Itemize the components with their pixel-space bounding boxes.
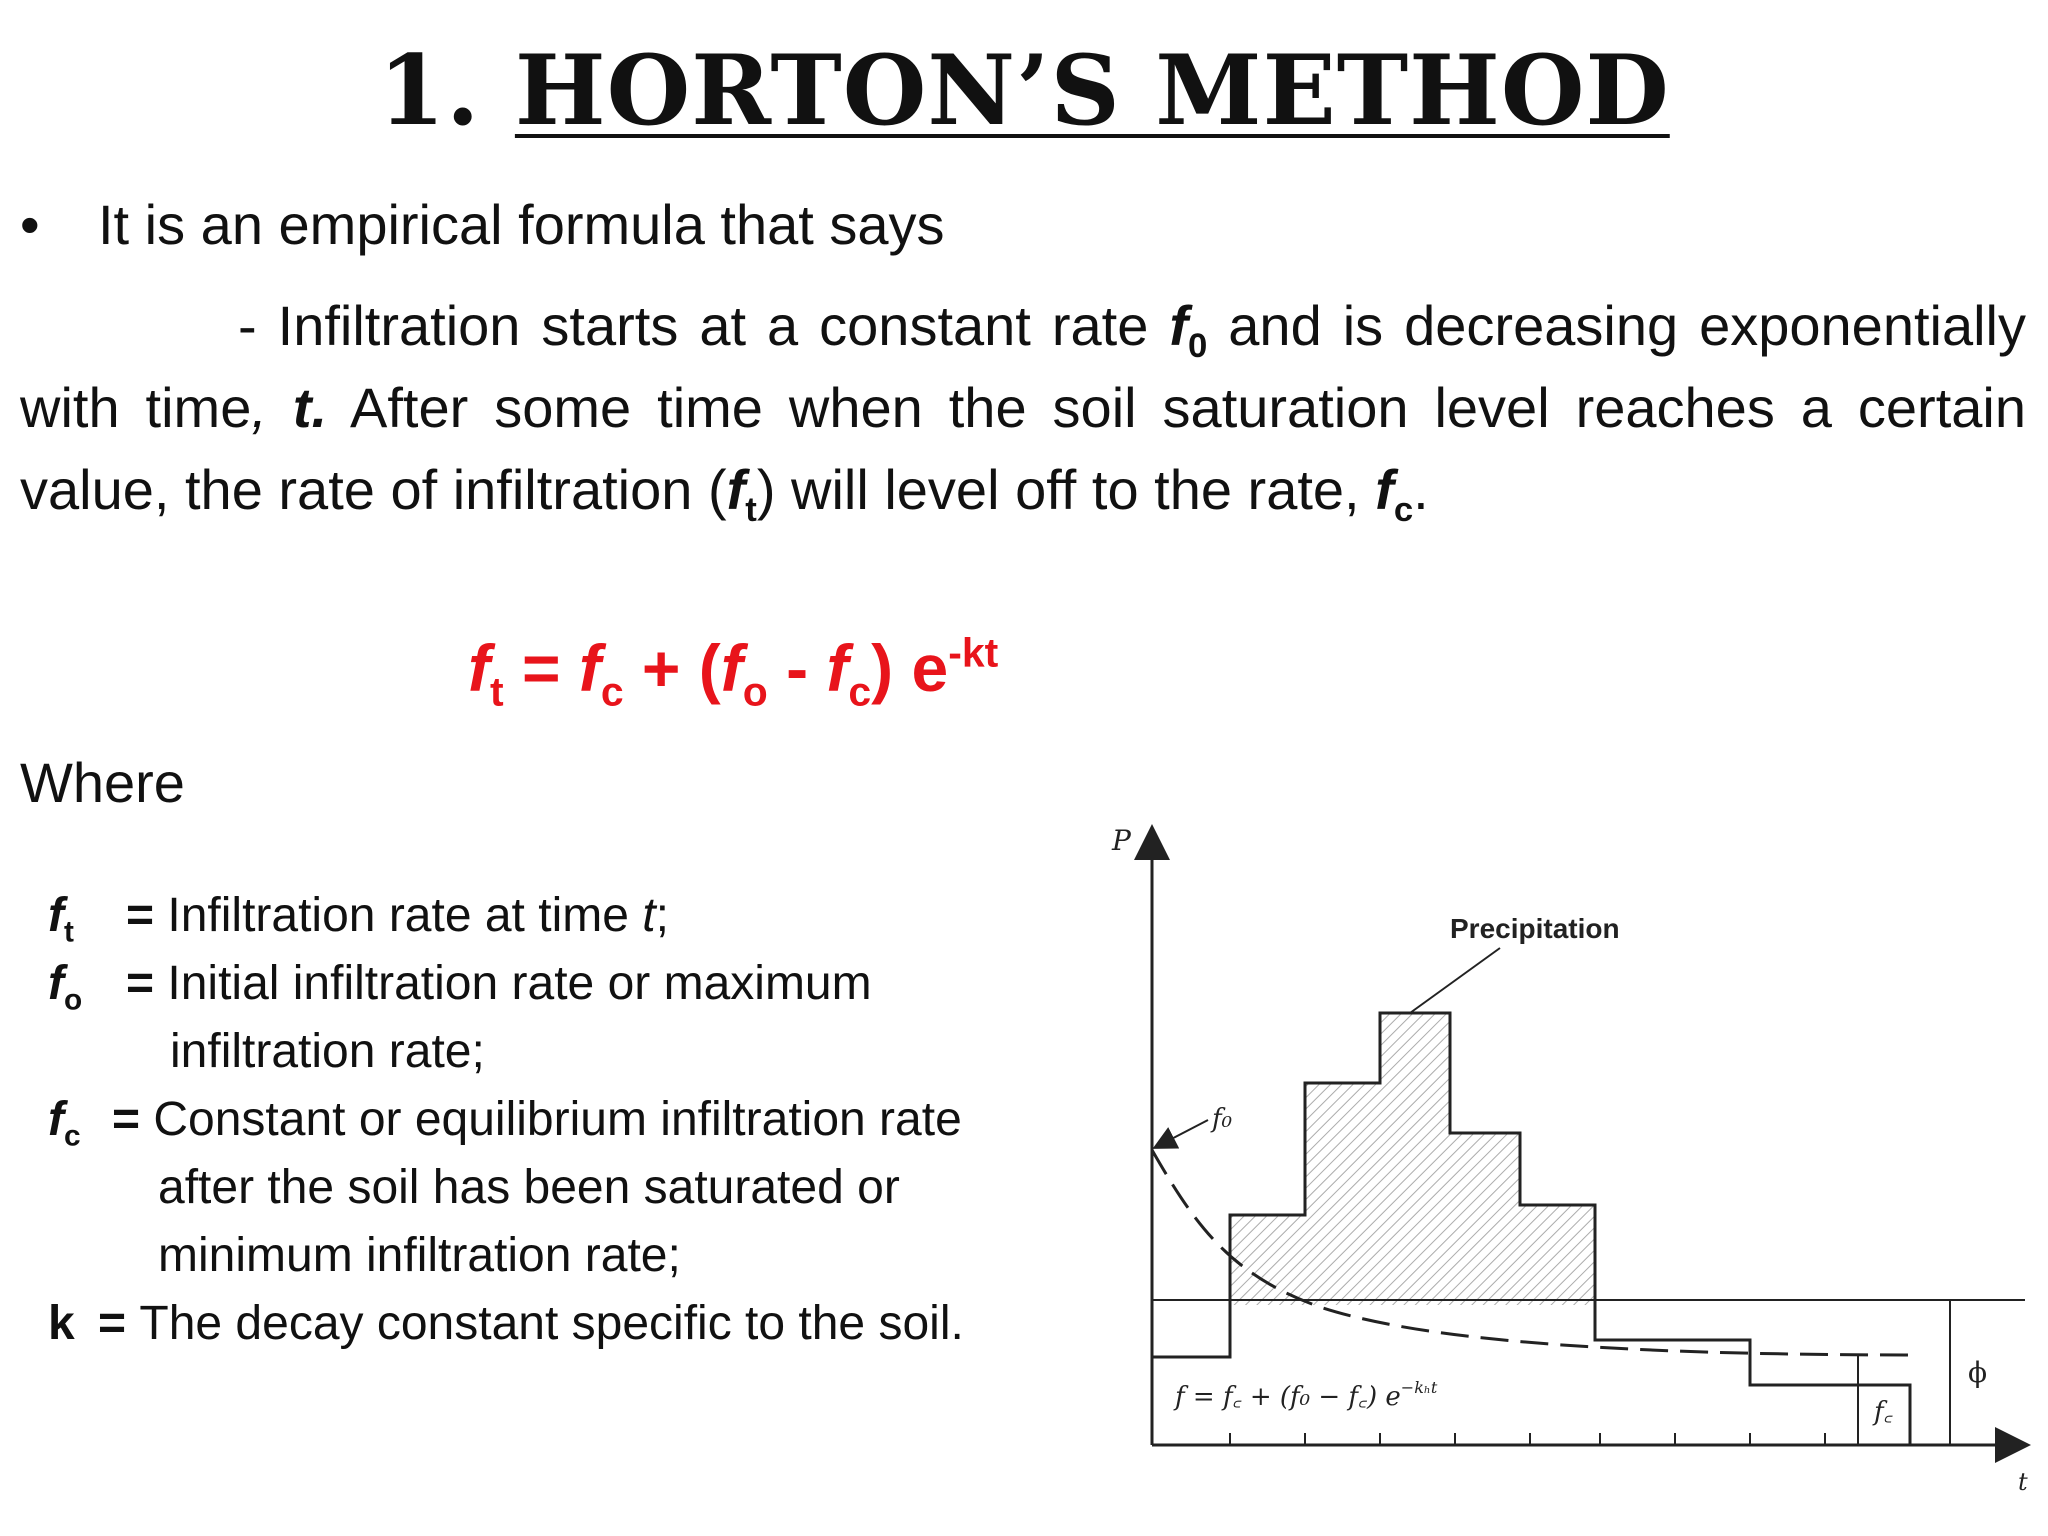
definitions-list bbox=[48, 882, 964, 1358]
phi-label: ϕ bbox=[1968, 1356, 1988, 1389]
precipitation-hatch bbox=[1230, 1013, 1595, 1305]
slide-title bbox=[0, 34, 2048, 147]
horton-formula: $f_t = f_c + (f_o - f_c)$ $e^{-kt}$ bbox=[468, 629, 999, 715]
definition-fc-cont: after the soil has been saturated or bbox=[158, 1161, 900, 1214]
definition-k: k = The decay constant specific to the soil. bbox=[48, 1297, 964, 1350]
bullet-text: It is an empirical formula that says bbox=[98, 193, 945, 256]
x-axis-label: t bbox=[2018, 1468, 2028, 1496]
title-text: HORTON’S METHOD bbox=[514, 34, 1670, 147]
para-text-4: ) will level off to the rate, bbox=[756, 458, 1376, 521]
para-text-1: - Infiltration starts at a constant rate bbox=[238, 294, 1170, 357]
definition-fc: $f_c$ = Constant or equilibrium infiltration rate bbox=[48, 1093, 962, 1153]
description-paragraph: - Infiltration starts at a constant rate $f_0$ and is decreasing exponentially with time, t. After some time when the soil saturation level reaches a certain value, the rate of infiltration $(f_t)$ will level off to the rate, $f_c$. bbox=[20, 294, 2026, 530]
symbol-f0: $f_0$ bbox=[1169, 294, 1208, 366]
definition-fc-cont2: minimum infiltration rate; bbox=[158, 1229, 681, 1282]
definition-ft: $f_t$ = Infiltration rate at time t; bbox=[48, 889, 669, 949]
y-axis-label: P bbox=[1112, 824, 1131, 857]
where-label: Where bbox=[20, 751, 185, 814]
bullet-icon: • bbox=[20, 193, 40, 256]
definition-fo-cont: infiltration rate; bbox=[170, 1025, 485, 1078]
title-number: 1. bbox=[378, 34, 481, 147]
f0-label: f₀ bbox=[1212, 1104, 1233, 1134]
precipitation-label: Precipitation bbox=[1450, 913, 1620, 944]
symbol-fc: $f_c$ bbox=[1375, 458, 1414, 530]
definition-fo: $f_o$ = Initial infiltration rate or maximum bbox=[48, 957, 872, 1017]
horton-infiltration-diagram bbox=[1090, 815, 2040, 1515]
curve-formula-label: f = f꜀ + (f₀ − f꜀) $e^{-k_ht}$ bbox=[1175, 1378, 1438, 1412]
fc-label: f꜀ bbox=[1874, 1397, 1893, 1427]
symbol-t: t. bbox=[292, 376, 328, 439]
para-text-3: After some time when the soil saturation level reaches a certain value, the rate of infiltration ( bbox=[20, 376, 2026, 521]
bullet-point bbox=[20, 190, 945, 260]
symbol-ft: $f_t$ bbox=[726, 458, 757, 530]
para-text-2: and is decreasing exponentially with time bbox=[20, 294, 2026, 439]
